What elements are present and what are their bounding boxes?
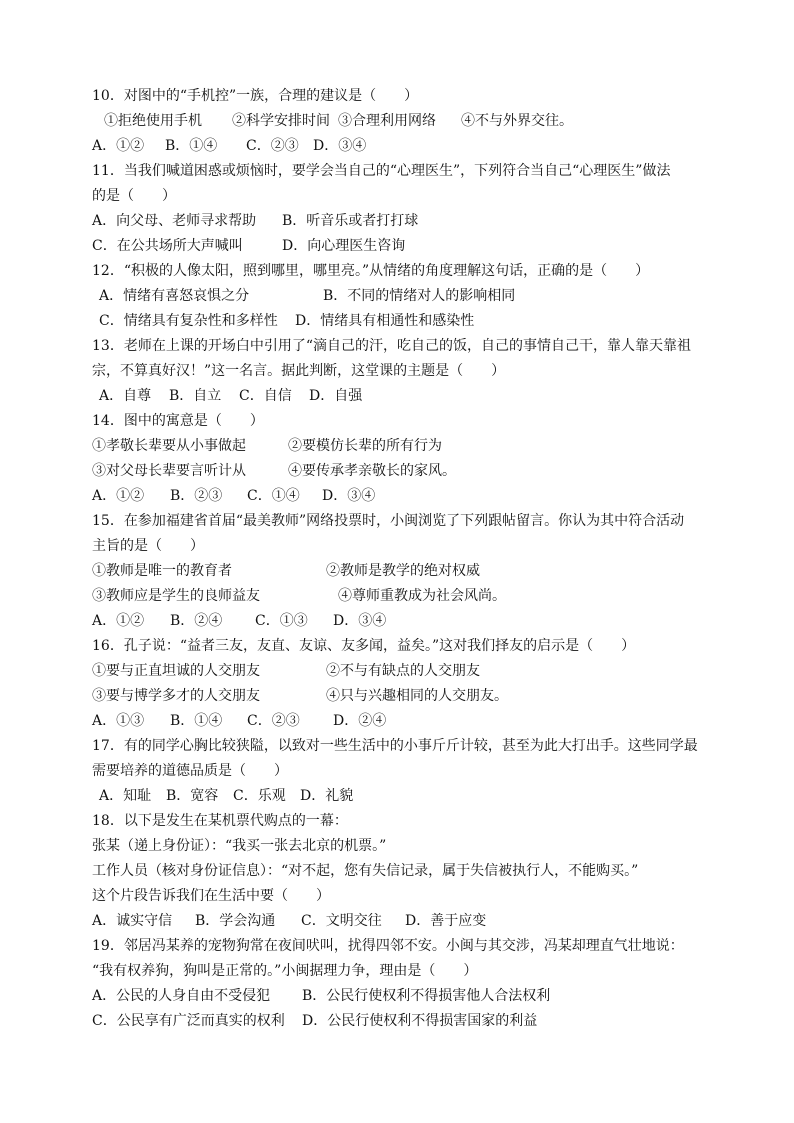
option-label: B．①④ [165,138,218,154]
option-label: ③对父母长辈要言听计从 [92,463,246,479]
option-label: ③要与博学多才的人交朋友 [92,688,260,704]
option-label: D．②④ [333,713,387,729]
option-label: ④尊师重教成为社会风尚。 [338,588,506,604]
statement-row [92,684,712,709]
option-label: ①教师是唯一的教育者 [92,563,232,579]
option-label: C．①③ [255,613,308,629]
option-label: C．②③ [247,713,300,729]
question-block [92,409,712,509]
statement-row [92,659,712,684]
question-stem-continued: 张某（递上身份证）：“我买一张去北京的机票。” [92,838,387,854]
option-label: B．学会沟通 [195,913,276,929]
option-label: A．知耻 [99,788,152,804]
statement-row [92,559,712,584]
option-label: D．自强 [309,388,363,404]
option-label: A．①③ [92,713,145,729]
option-label: ③教师应是学生的良师益友 [92,588,260,604]
option-row [92,234,712,259]
question-block [92,159,712,259]
option-row [92,309,712,334]
option-label: C．情绪具有复杂性和多样性 [99,313,278,329]
option-label: C．乐观 [233,788,286,804]
option-label: ④要传承孝亲敬长的家风。 [288,463,456,479]
option-label: A．①② [92,613,145,629]
option-label: C．自信 [239,388,292,404]
option-label: B．听音乐或者打打球 [282,213,419,229]
option-label: D．③④ [313,138,367,154]
option-label: C．①④ [247,488,300,504]
option-label: A．情绪有喜怒哀惧之分 [99,288,250,304]
statement-row [92,584,712,609]
option-row [92,709,712,734]
question-stem-continued: 主旨的是（ ） [92,538,204,554]
question-stem-continued: 需要培养的道德品质是（ ） [92,763,288,779]
option-row [92,484,712,509]
option-label: C．公民享有广泛而真实的权利 [92,1013,285,1029]
question-stem: 12．“积极的人像太阳，照到哪里，哪里亮。”从情绪的角度理解这句话，正确的是（ ） [92,263,650,279]
option-label: ①孝敬长辈要从小事做起 [92,438,246,454]
question-stem-continued: 这个片段告诉我们在生活中要（ ） [92,888,330,904]
option-label: A．公民的人身自由不受侵犯 [92,988,271,1004]
option-label: ②不与有缺点的人交朋友 [326,663,480,679]
exam-page [92,84,712,1034]
option-label: B．①④ [170,713,223,729]
option-label: ④只与兴趣相同的人交朋友。 [326,688,508,704]
option-row [92,909,712,934]
option-label: B．自立 [169,388,222,404]
question-block [92,509,712,634]
option-label: C．文明交往 [301,913,382,929]
option-label: ④不与外界交往。 [461,113,573,129]
option-label: A．①② [92,488,145,504]
option-row [92,984,712,1009]
question-stem: 10．对图中的“手机控”一族，合理的建议是（ ） [92,88,419,104]
option-label: ①拒绝使用手机 [104,113,202,129]
question-block [92,634,712,734]
option-row [92,609,712,634]
question-stem: 15．在参加福建省首届“最美教师”网络投票时，小闽浏览了下列跟帖留言。你认为其中符合活动 [92,513,685,529]
option-label: A．自尊 [99,388,152,404]
option-label: ②要模仿长辈的所有行为 [288,438,442,454]
option-label: ①要与正直坦诚的人交朋友 [92,663,260,679]
option-label: D．情绪具有相通性和感染性 [295,313,475,329]
option-label: D．礼貌 [300,788,354,804]
question-stem: 13．老师在上课的开场白中引用了“滴自己的汗，吃自己的饭，自己的事情自己干，靠人靠天靠祖 [92,338,691,354]
statement-row [92,434,712,459]
option-row [92,284,712,309]
option-row [92,1009,712,1034]
option-label: D．公民行使权利不得损害国家的利益 [302,1013,538,1029]
option-label: ③合理利用网络 [338,113,436,129]
option-label: ②科学安排时间 [232,113,330,129]
question-stem: 18．以下是发生在某机票代购点的一幕： [92,813,348,829]
option-label: D．善于应变 [405,913,487,929]
option-label: A．向父母、老师寻求帮助 [92,213,257,229]
question-stem: 14．图中的寓意是（ ） [92,413,264,429]
question-block [92,84,712,159]
question-block [92,934,712,1034]
option-row [92,134,712,159]
question-block [92,809,712,934]
option-label: B．②④ [170,613,223,629]
question-stem-continued: 的是（ ） [92,188,176,204]
question-stem: 19．邻居冯某养的宠物狗常在夜间吠叫，扰得四邻不安。小闽与其交涉，冯某却理直气壮地说： [92,938,684,954]
question-stem: 11．当我们喊道困惑或烦恼时，要学会当自己的“心理医生”，下列符合当自己“心理医生”做法 [92,163,671,179]
option-label: D．③④ [322,488,376,504]
option-label: B．②③ [170,488,223,504]
option-label: D．③④ [333,613,387,629]
question-stem-continued: 工作人员（核对身份证信息）：“对不起，您有失信记录，属于失信被执行人，不能购买。” [92,863,639,879]
option-label: A．①② [92,138,145,154]
statement-row [92,109,712,134]
option-row [92,209,712,234]
question-stem-continued: “我有权养狗，狗叫是正常的。”小闽据理力争，理由是（ ） [92,963,478,979]
option-label: B．公民行使权利不得损害他人合法权利 [302,988,551,1004]
option-label: B．宽容 [166,788,219,804]
question-block [92,334,712,409]
option-label: C．在公共场所大声喊叫 [92,238,243,254]
option-label: D．向心理医生咨询 [282,238,406,254]
question-stem: 16．孔子说：“益者三友，友直、友谅、友多闻，益矣。”这对我们择友的启示是（ ） [92,638,636,654]
option-label: ②教师是教学的绝对权威 [326,563,480,579]
option-label: C．②③ [246,138,299,154]
question-block [92,259,712,334]
question-stem: 17．有的同学心胸比较狭隘，以致对一些生活中的小事斤斤计较，甚至为此大打出手。这些同学最 [92,738,698,754]
option-row [92,784,712,809]
question-stem-continued: 宗，不算真好汉！”这一名言。据此判断，这堂课的主题是（ ） [92,363,506,379]
option-row [92,384,712,409]
option-label: B．不同的情绪对人的影响相同 [323,288,516,304]
question-block [92,734,712,809]
statement-row [92,459,712,484]
option-label: A．诚实守信 [92,913,173,929]
